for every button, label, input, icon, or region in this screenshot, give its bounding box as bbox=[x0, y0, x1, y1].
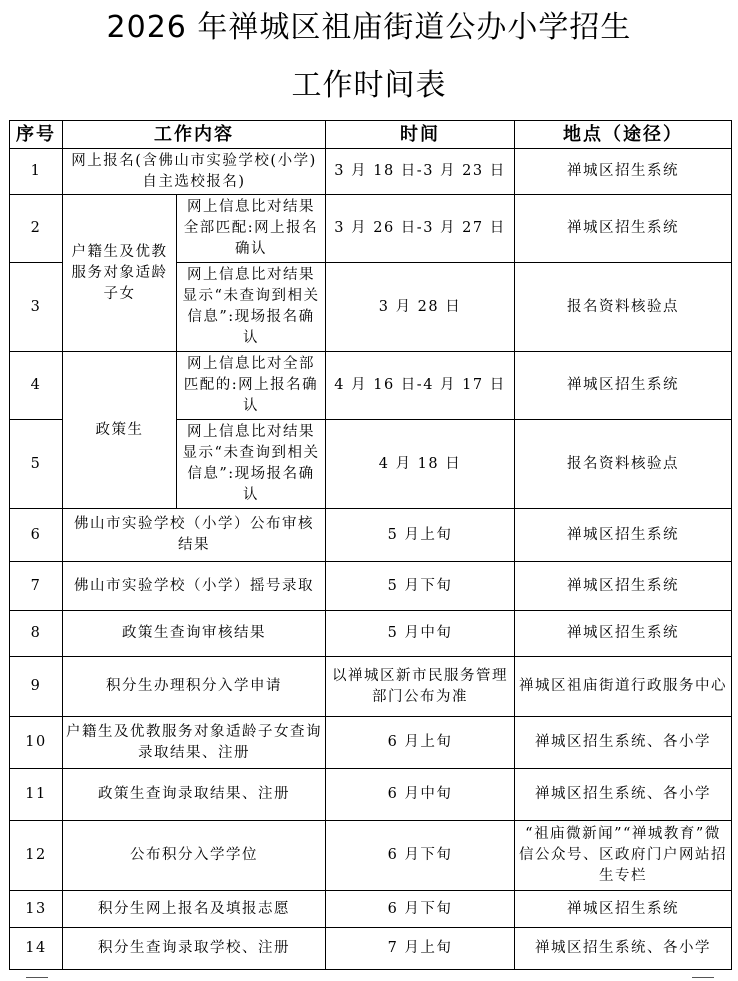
group-zhengce: 政策生 bbox=[63, 352, 177, 509]
row-place: 禅城区招生系统 bbox=[515, 611, 732, 657]
row-content: 佛山市实验学校（小学）公布审核结果 bbox=[63, 509, 326, 562]
row-place: 禅城区招生系统、各小学 bbox=[515, 769, 732, 821]
page-subtitle: 工作时间表 bbox=[291, 68, 447, 103]
row-time: 3 月 18 日-3 月 23 日 bbox=[326, 149, 515, 195]
row-time: 6 月上旬 bbox=[326, 717, 515, 769]
header-index: 序号 bbox=[10, 121, 63, 149]
row-place: 禅城区招生系统 bbox=[515, 891, 732, 928]
row-place: 报名资料核验点 bbox=[515, 263, 732, 352]
row-time: 5 月中旬 bbox=[326, 611, 515, 657]
row-time: 3 月 28 日 bbox=[326, 263, 515, 352]
table-row bbox=[10, 769, 732, 821]
row-content: 积分生查询录取学校、注册 bbox=[63, 928, 326, 970]
header-content: 工作内容 bbox=[63, 121, 326, 149]
row-content: 佛山市实验学校（小学）摇号录取 bbox=[63, 562, 326, 611]
row-time: 6 月下旬 bbox=[326, 891, 515, 928]
row-place: 禅城区招生系统 bbox=[515, 509, 732, 562]
row-time: 5 月下旬 bbox=[326, 562, 515, 611]
row-content: 积分生网上报名及填报志愿 bbox=[63, 891, 326, 928]
group-huji: 户籍生及优教服务对象适龄子女 bbox=[63, 195, 177, 352]
page-edge-marker-right bbox=[692, 977, 714, 978]
row-content: 积分生办理积分入学申请 bbox=[63, 657, 326, 717]
row-content: 网上报名(含佛山市实验学校(小学)自主选校报名) bbox=[63, 149, 326, 195]
row-content: 网上信息比对全部匹配的:网上报名确认 bbox=[177, 352, 326, 420]
row-content: 户籍生及优教服务对象适龄子女查询录取结果、注册 bbox=[63, 717, 326, 769]
row-index: 10 bbox=[10, 717, 63, 769]
table-row bbox=[10, 611, 732, 657]
row-place: 禅城区祖庙街道行政服务中心 bbox=[515, 657, 732, 717]
table-row bbox=[10, 821, 732, 891]
row-place: 禅城区招生系统、各小学 bbox=[515, 928, 732, 970]
row-index: 4 bbox=[10, 352, 63, 420]
schedule-table bbox=[9, 120, 732, 970]
row-index: 5 bbox=[10, 420, 63, 509]
page-edge-marker-left bbox=[26, 977, 48, 978]
table-row bbox=[10, 891, 732, 928]
row-content: 政策生查询审核结果 bbox=[63, 611, 326, 657]
row-index: 6 bbox=[10, 509, 63, 562]
row-time: 4 月 18 日 bbox=[326, 420, 515, 509]
row-content: 公布积分入学学位 bbox=[63, 821, 326, 891]
header-time: 时间 bbox=[326, 121, 515, 149]
row-time: 4 月 16 日-4 月 17 日 bbox=[326, 352, 515, 420]
row-index: 8 bbox=[10, 611, 63, 657]
row-content: 网上信息比对结果显示“未查询到相关信息”:现场报名确认 bbox=[177, 263, 326, 352]
row-place: 禅城区招生系统 bbox=[515, 352, 732, 420]
row-index: 2 bbox=[10, 195, 63, 263]
row-place: 禅城区招生系统 bbox=[515, 195, 732, 263]
table-row bbox=[10, 717, 732, 769]
table-row bbox=[10, 509, 732, 562]
row-index: 11 bbox=[10, 769, 63, 821]
row-time: 以禅城区新市民服务管理部门公布为准 bbox=[326, 657, 515, 717]
row-time: 3 月 26 日-3 月 27 日 bbox=[326, 195, 515, 263]
row-place: “祖庙微新闻”“禅城教育”微信公众号、区政府门户网站招生专栏 bbox=[515, 821, 732, 891]
table-row bbox=[10, 352, 732, 420]
row-time: 7 月上旬 bbox=[326, 928, 515, 970]
row-content: 政策生查询录取结果、注册 bbox=[63, 769, 326, 821]
row-index: 14 bbox=[10, 928, 63, 970]
table-row bbox=[10, 657, 732, 717]
table-row bbox=[10, 149, 732, 195]
row-place: 禅城区招生系统、各小学 bbox=[515, 717, 732, 769]
table-row bbox=[10, 562, 732, 611]
row-place: 禅城区招生系统 bbox=[515, 149, 732, 195]
row-time: 6 月中旬 bbox=[326, 769, 515, 821]
row-index: 12 bbox=[10, 821, 63, 891]
row-place: 禅城区招生系统 bbox=[515, 562, 732, 611]
table-row bbox=[10, 195, 732, 263]
row-index: 13 bbox=[10, 891, 63, 928]
row-index: 7 bbox=[10, 562, 63, 611]
row-time: 5 月上旬 bbox=[326, 509, 515, 562]
page-title: 2026 年禅城区祖庙街道公办小学招生 bbox=[106, 10, 632, 45]
row-time: 6 月下旬 bbox=[326, 821, 515, 891]
row-content: 网上信息比对结果显示“未查询到相关信息”:现场报名确认 bbox=[177, 420, 326, 509]
row-content: 网上信息比对结果全部匹配:网上报名确认 bbox=[177, 195, 326, 263]
table-header-row bbox=[10, 121, 732, 149]
header-place: 地点（途径） bbox=[515, 121, 732, 149]
table-row bbox=[10, 928, 732, 970]
row-place: 报名资料核验点 bbox=[515, 420, 732, 509]
row-index: 3 bbox=[10, 263, 63, 352]
row-index: 1 bbox=[10, 149, 63, 195]
row-index: 9 bbox=[10, 657, 63, 717]
